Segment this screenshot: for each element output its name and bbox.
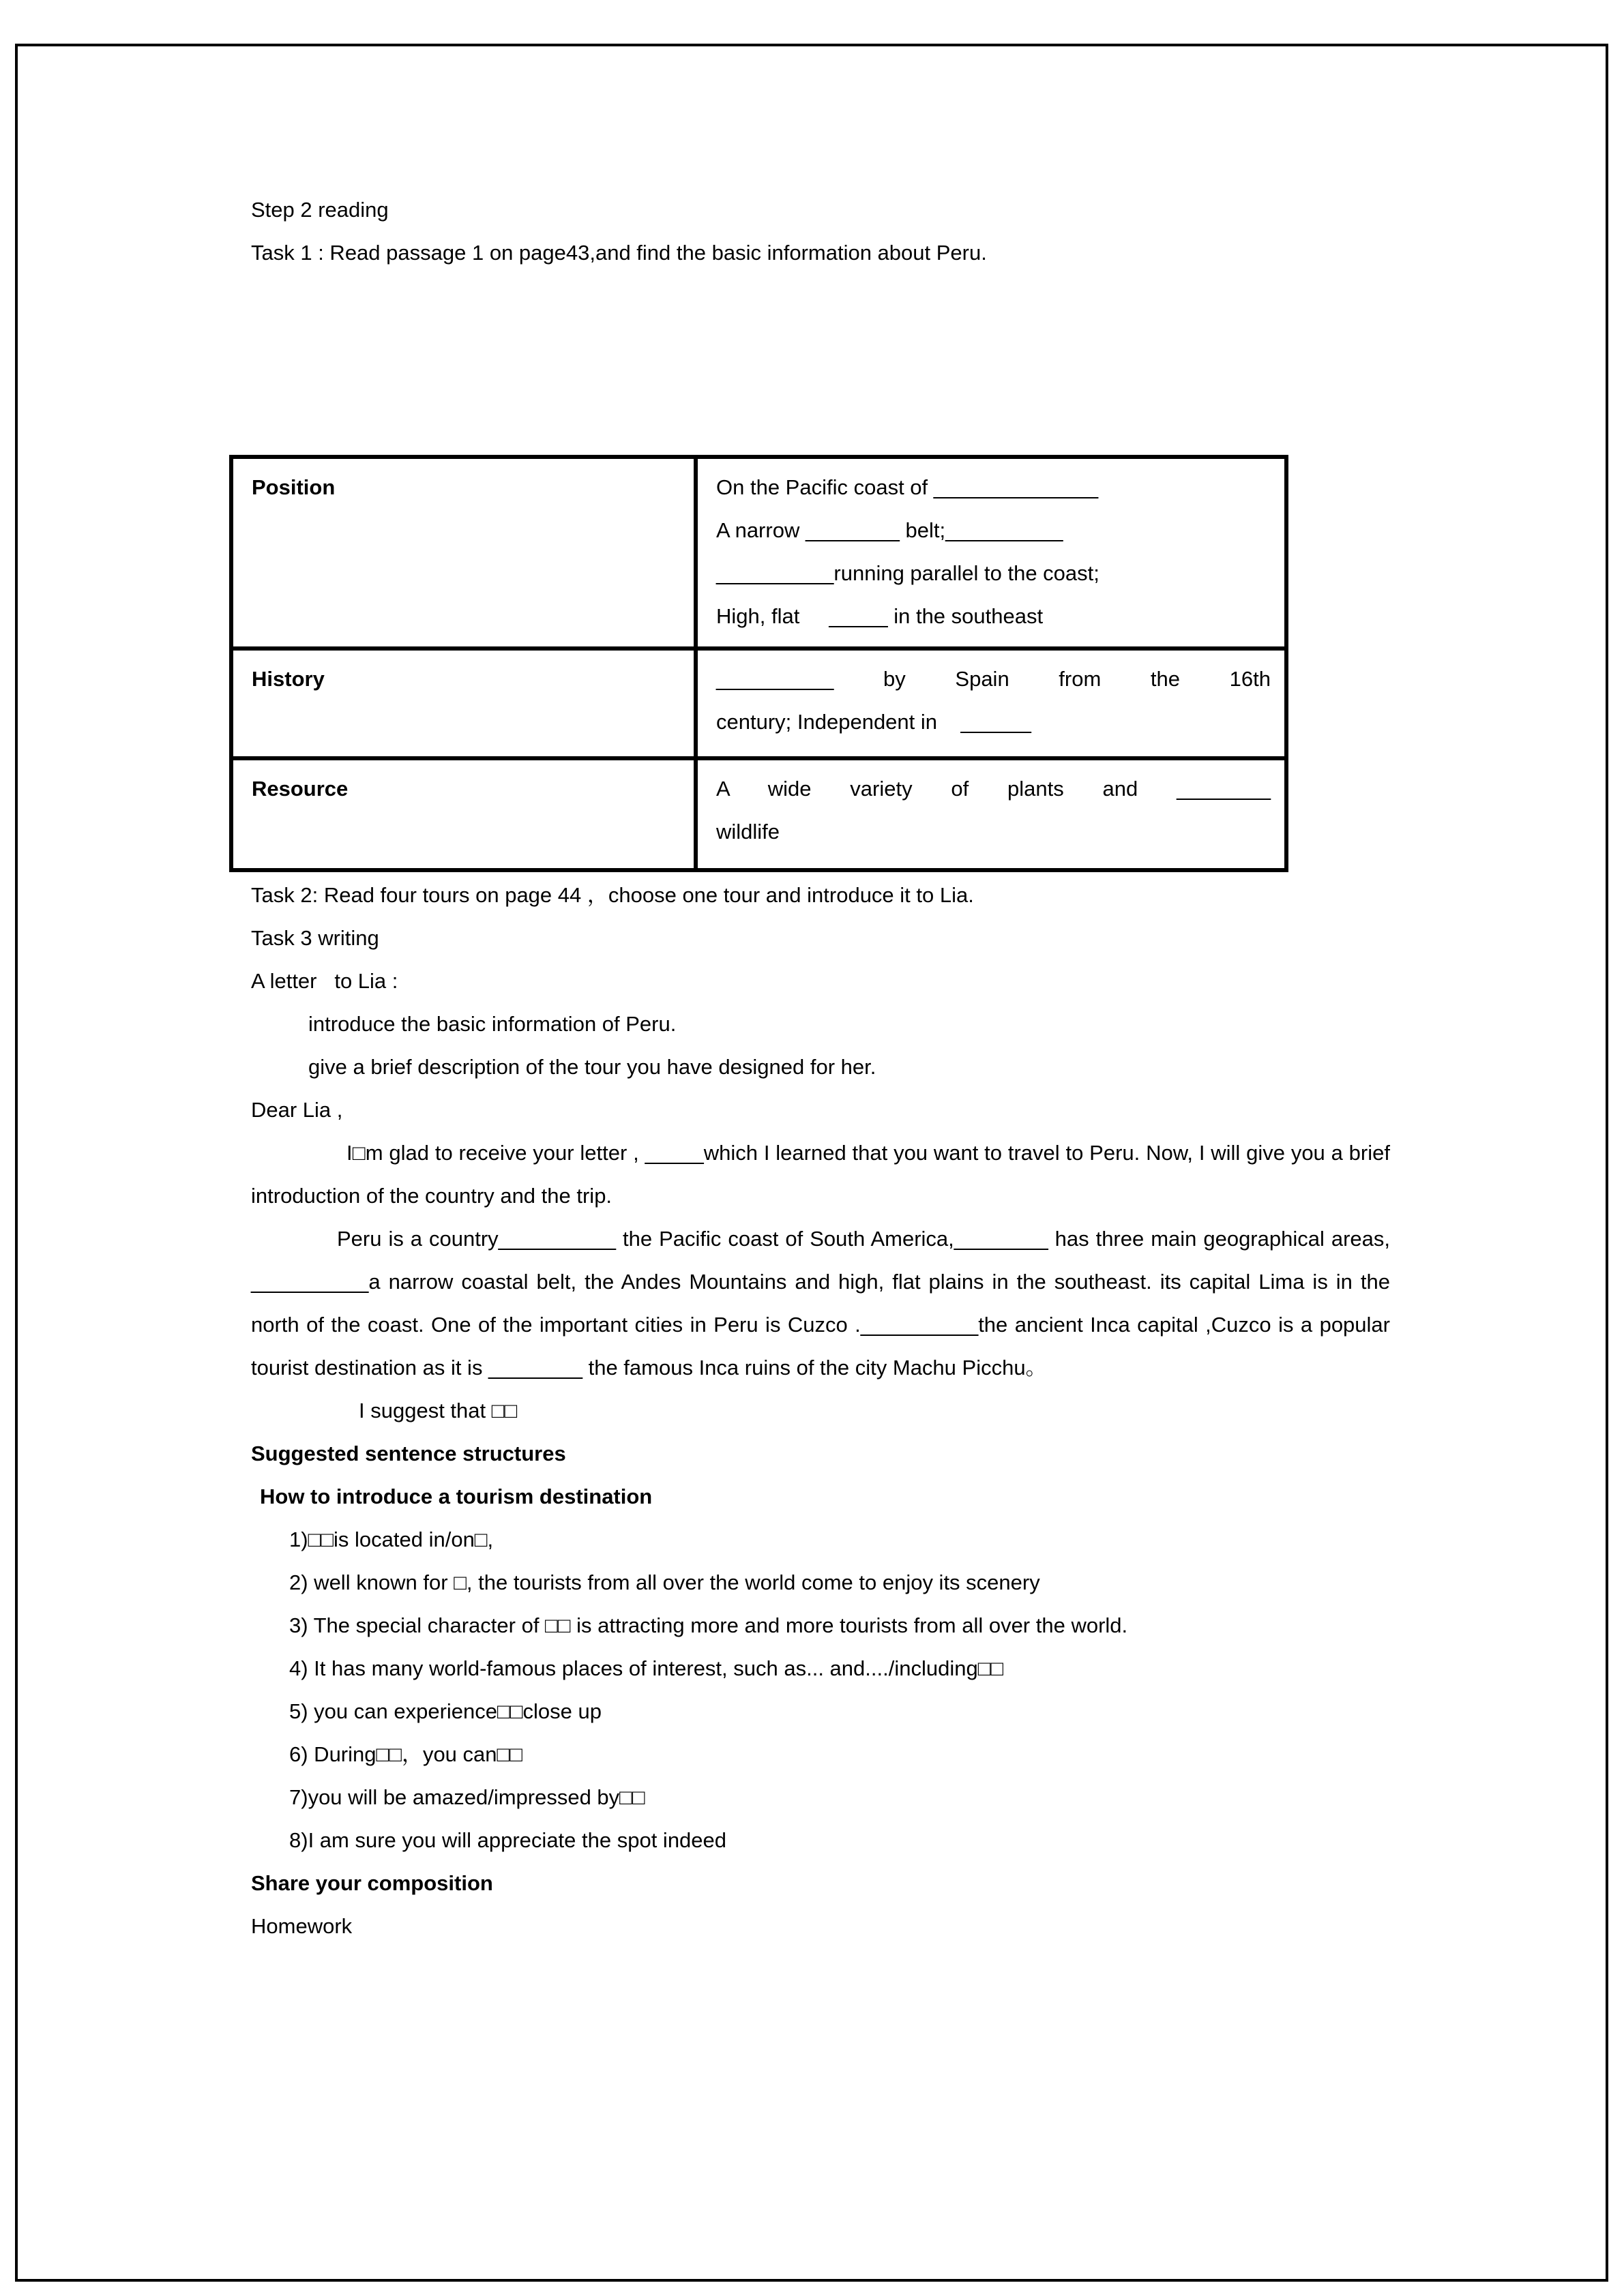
document-content bbox=[251, 188, 1390, 1948]
table-cell-line: century; Independent in ______ bbox=[716, 710, 1031, 734]
table-cell-line: On the Pacific coast of ______________ bbox=[716, 475, 1099, 499]
step-heading: Step 2 reading bbox=[251, 198, 389, 222]
peru-info-table bbox=[229, 455, 1288, 872]
sentence-structure-item-1: 1)□□is located in/on□, bbox=[289, 1527, 494, 1551]
letter-title: A letter to Lia : bbox=[251, 969, 398, 993]
homework-heading: Homework bbox=[251, 1914, 353, 1938]
position-label-cell: Position bbox=[231, 457, 696, 648]
position-value-cell bbox=[696, 457, 1286, 648]
table-cell-line: __________ by Spain from the 16th bbox=[716, 667, 1271, 691]
table-cell-line: __________running parallel to the coast; bbox=[716, 561, 1099, 585]
sentence-structure-item-4: 4) It has many world-famous places of interest, such as... and..../including□□ bbox=[289, 1656, 1004, 1680]
sentence-structure-item-6: 6) During□□，you can□□ bbox=[289, 1742, 522, 1766]
letter-paragraph-2: Peru is a country__________ the Pacific coast of South America,________ has three main geographical areas, __________a narrow coastal belt, the Andes Mountains and high, flat plains in the southeast. its capital Lima is in the north of the coast. One of the important cities in Peru is Cuzco .__________the ancient Inca capital ,Cuzco is a popular tourist destination as it is ________ the famous Inca ruins of the city Machu Picchu。 bbox=[251, 1227, 1390, 1380]
table-row-resource bbox=[231, 758, 1286, 870]
letter-paragraph-1: I□m glad to receive your letter , _____which I learned that you want to travel to Peru. Now, I will give you a brief introduction of the country and the trip. bbox=[251, 1141, 1390, 1208]
sentence-structure-item-5: 5) you can experience□□close up bbox=[289, 1699, 602, 1723]
structures-heading: Suggested sentence structures bbox=[251, 1442, 566, 1465]
table-row-history bbox=[231, 648, 1286, 758]
task2-instruction: Task 2: Read four tours on page 44 ，choose one tour and introduce it to Lia. bbox=[251, 883, 974, 907]
task1-instruction: Task 1 : Read passage 1 on page43,and find the basic information about Peru. bbox=[251, 241, 987, 265]
task3-heading: Task 3 writing bbox=[251, 926, 379, 950]
letter-point-1: introduce the basic information of Peru. bbox=[308, 1012, 677, 1036]
howto-heading: How to introduce a tourism destination bbox=[260, 1485, 653, 1508]
history-label-cell: History bbox=[231, 648, 696, 758]
sentence-structure-item-7: 7)you will be amazed/impressed by□□ bbox=[289, 1785, 645, 1809]
table-cell-line: High, flat _____ in the southeast bbox=[716, 604, 1044, 628]
resource-label-cell: Resource bbox=[231, 758, 696, 870]
share-heading: Share your composition bbox=[251, 1871, 493, 1895]
table-cell-line: A wide variety of plants and ________ bbox=[716, 777, 1271, 801]
suggest-line: I suggest that □□ bbox=[359, 1399, 518, 1422]
letter-salutation: Dear Lia , bbox=[251, 1098, 343, 1122]
table-cell-line: A narrow ________ belt;__________ bbox=[716, 518, 1063, 542]
sentence-structure-item-8: 8)I am sure you will appreciate the spot indeed bbox=[289, 1828, 727, 1852]
table-row-position bbox=[231, 457, 1286, 648]
resource-value-cell bbox=[696, 758, 1286, 870]
table-cell-line: wildlife bbox=[716, 820, 780, 844]
sentence-structure-item-2: 2) well known for □, the tourists from all over the world come to enjoy its scenery bbox=[289, 1570, 1040, 1594]
letter-point-2: give a brief description of the tour you have designed for her. bbox=[308, 1055, 876, 1079]
history-value-cell bbox=[696, 648, 1286, 758]
sentence-structure-item-3: 3) The special character of □□ is attracting more and more tourists from all over the world. bbox=[289, 1613, 1128, 1637]
